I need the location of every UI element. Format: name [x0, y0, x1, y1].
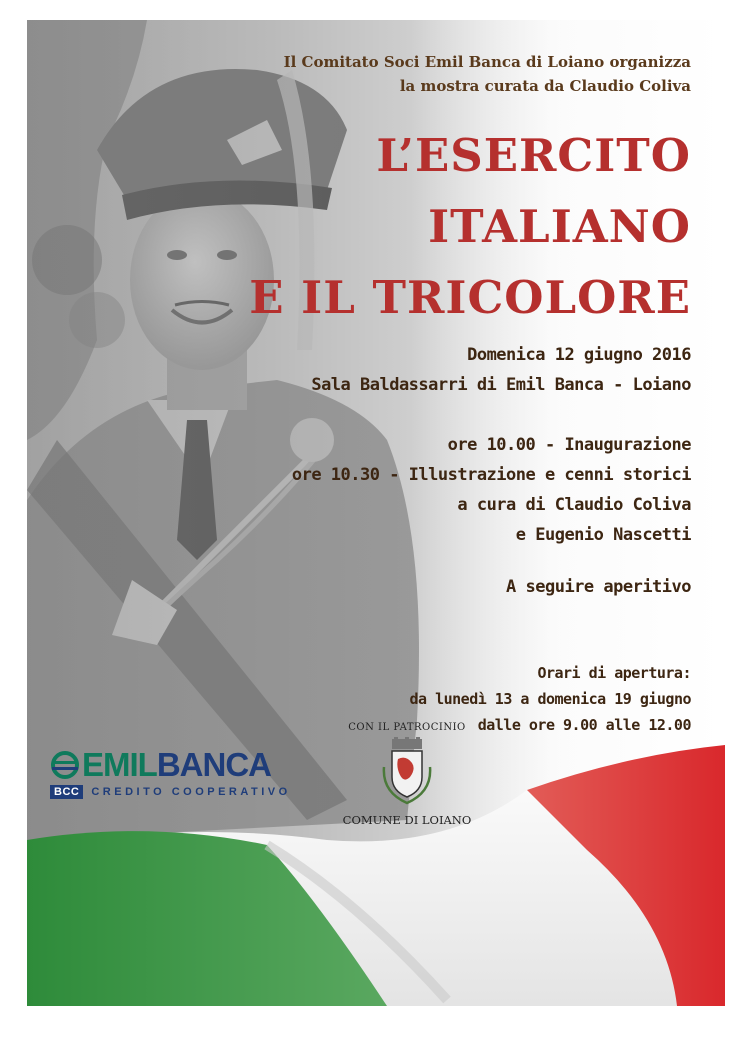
program-line-1: ore 10.00 - Inaugurazione: [447, 435, 691, 455]
coat-of-arms-icon: [378, 737, 436, 807]
bcc-badge: BCC: [50, 785, 83, 799]
logo-part-emil: EMIL: [82, 746, 157, 783]
curator-line-1: a cura di Claudio Coliva: [457, 495, 691, 515]
curator-line-2: e Eugenio Nascetti: [515, 525, 691, 545]
emilbanca-logo: [50, 747, 291, 799]
hours-days: da lunedì 13 a domenica 19 giugno: [409, 690, 691, 708]
event-venue: Sala Baldassarri di Emil Banca - Loiano: [311, 375, 691, 395]
exhibition-title: [249, 120, 691, 333]
intro-text: [284, 50, 691, 98]
patronage-block: [339, 722, 475, 827]
poster: [27, 20, 725, 1006]
title-line-2: ITALIANO: [428, 200, 691, 253]
title-line-3: E IL TRICOLORE: [249, 271, 691, 324]
bank-emblem-icon: [50, 750, 80, 780]
logo-tagline: CREDITO COOPERATIVO: [91, 786, 291, 798]
title-line-1: L’ESERCITO: [376, 129, 691, 182]
patronage-label: CON IL PATROCINIO: [348, 722, 466, 733]
event-date: Domenica 12 giugno 2016: [467, 345, 691, 365]
logo-part-banca: BANCA: [156, 746, 271, 783]
aperitif-note: A seguire aperitivo: [506, 577, 691, 597]
intro-line-2: la mostra curata da Claudio Coliva: [399, 77, 691, 95]
hours-times: dalle ore 9.00 alle 12.00: [477, 716, 691, 734]
intro-line-1: Il Comitato Soci Emil Banca di Loiano organizza: [283, 53, 691, 71]
patronage-name: COMUNE DI LOIANO: [342, 813, 472, 827]
program-line-2: ore 10.30 - Illustrazione e cenni storici: [291, 465, 691, 485]
hours-heading: Orari di apertura:: [537, 664, 691, 682]
event-info: [292, 340, 691, 602]
